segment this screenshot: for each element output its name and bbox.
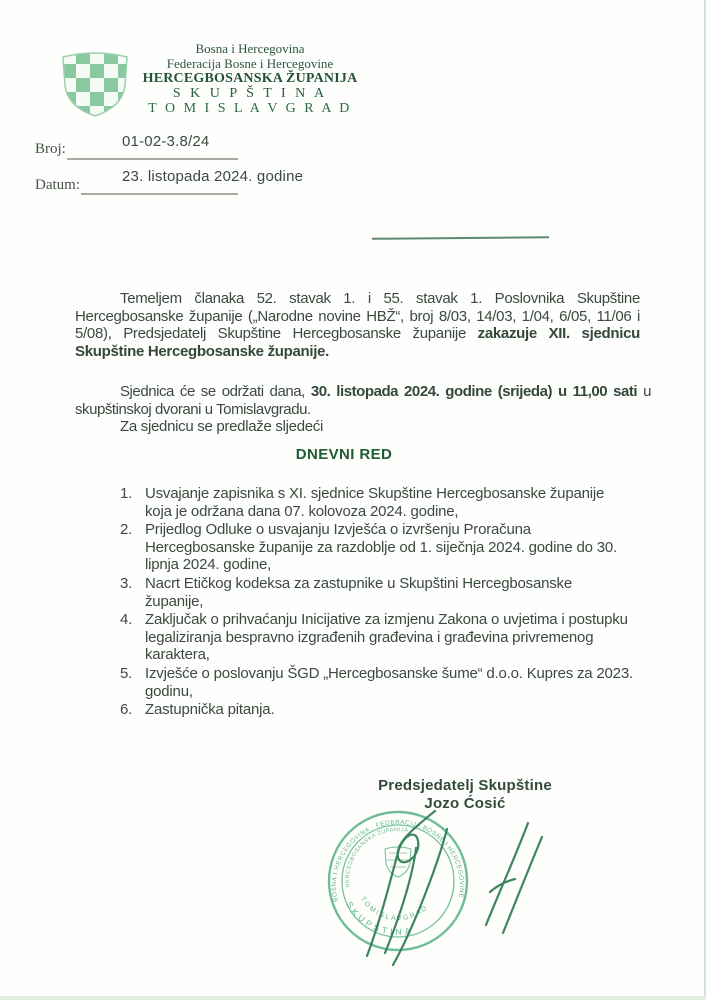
agenda-item bbox=[120, 611, 634, 664]
paragraph-legal-basis bbox=[75, 290, 640, 360]
agenda-item bbox=[120, 521, 634, 574]
agenda-item-text: Zastupnička pitanja. bbox=[145, 701, 275, 719]
agenda-item-number: 4. bbox=[120, 611, 133, 629]
stamp-inner-ring-text: HERCEGBOSANSKA ŽUPANIJA bbox=[344, 827, 409, 888]
paragraph-legal-basis-text: Temeljem članaka 52. stavak 1. i 55. stavak 1. Poslovnika Skupštine Hercegbosanske županije („Narodne novine HBŽ“, broj 8/03, 14/03, 1/04, 6/05, 11/06 i 5/08), Predsjedatelj Skupštine Hercegbosanske županije bbox=[75, 290, 640, 343]
session-date-intro: Sjednica će se održati dana, bbox=[120, 383, 311, 400]
agenda-item-number: 5. bbox=[120, 664, 133, 682]
signatory-name: Jozo Ćosić bbox=[424, 794, 506, 812]
agenda-item-text: Izvješće o poslovanju ŠGD „Hercegbosanske šume“ d.o.o. Kupres za 2023. godinu, bbox=[145, 664, 633, 700]
agenda-item bbox=[120, 575, 634, 610]
agenda-item-text: Prijedlog Odluke o usvajanju Izvješća o izvršenju Proračuna Hercegbosanske županije za razdoblje od 1. siječnja 2024. godine do 30. lipnja 2024. godine, bbox=[145, 521, 617, 574]
session-date-end: u skupštinskoj dvorani u Tomislavgradu. bbox=[75, 383, 651, 418]
letterhead-line-city: T O M I S L A V G R A D bbox=[148, 101, 352, 116]
signatory-title: Predsjedatelj Skupštine bbox=[378, 777, 552, 794]
paragraph-legal-basis-bold: zakazuje XII. sjednicu Skupštine Hercegbosanske županije. bbox=[75, 325, 640, 360]
broj-label: Broj: bbox=[35, 141, 66, 157]
agenda-item-number: 2. bbox=[120, 521, 133, 539]
letterhead bbox=[118, 42, 382, 116]
agenda-list bbox=[120, 485, 634, 720]
stamp-place-text: TOMISLAVGRAD bbox=[358, 895, 430, 923]
agenda-item-text: Usvajanje zapisnika s XI. sjednice Skupštine Hercegbosanske županije koja je održana dana 07. kolovoza 2024. godine, bbox=[145, 485, 605, 520]
agenda-item-number: 6. bbox=[120, 701, 133, 719]
agenda-title: DNEVNI RED bbox=[295, 446, 393, 463]
stamp-ring-text: BOSNA I HERCEGOVINA · FEDERACIJA BOSNE I HERCEGOVINE bbox=[330, 818, 466, 903]
datum-label: Datum: bbox=[35, 177, 80, 193]
paragraph-agenda-intro: Za sjednicu se predlaže sljedeći bbox=[120, 418, 324, 435]
agenda-item bbox=[120, 701, 634, 719]
broj-underline bbox=[67, 158, 238, 160]
paragraph-session-date bbox=[75, 383, 651, 418]
page-edge-bottom bbox=[0, 996, 706, 1000]
agenda-item bbox=[120, 665, 634, 700]
agenda-item-text: Zaključak o prihvaćanju Inicijative za izmjenu Zakona o uvjetima i postupku legaliziranja bespravno izgrađenih građevina i građevina privremenog karaktera, bbox=[145, 611, 628, 664]
agenda-item bbox=[120, 485, 634, 520]
letterhead-line-county: HERCEGBOSANSKA ŽUPANIJA bbox=[142, 71, 358, 86]
official-stamp-and-signature bbox=[295, 793, 585, 988]
agenda-item-text: Nacrt Etičkog kodeksa za zastupnike u Skupštini Hercegbosanske županije, bbox=[145, 574, 572, 610]
stamp-bottom-text: SKUPŠTINA bbox=[344, 899, 415, 937]
broj-value: 01-02-3.8/24 bbox=[122, 133, 210, 150]
letterhead-line-country: Bosna i Hercegovina bbox=[195, 41, 305, 56]
agenda-item-number: 3. bbox=[120, 574, 133, 592]
datum-underline bbox=[81, 193, 238, 195]
handwritten-signature bbox=[367, 811, 542, 965]
letterhead-line-federation: Federacija Bosne i Hercegovine bbox=[166, 55, 334, 71]
agenda-item-number: 1. bbox=[120, 485, 133, 502]
letterhead-line-assembly: S K U P Š T I N A bbox=[172, 86, 328, 101]
datum-value: 23. listopada 2024. godine bbox=[122, 168, 304, 185]
session-date-bold: 30. listopada 2024. godine (srijeda) u 11,00 sati bbox=[310, 383, 638, 400]
divider-line bbox=[372, 236, 549, 240]
